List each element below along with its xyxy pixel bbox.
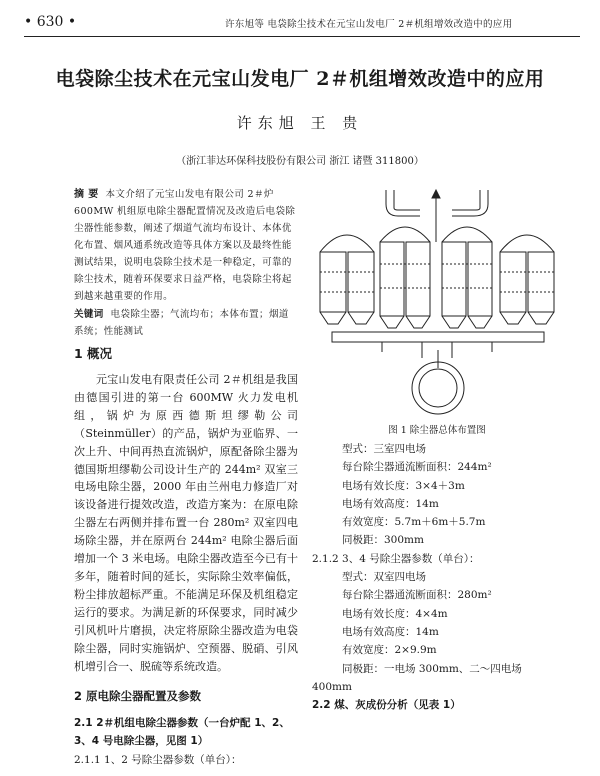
section-1-heading: 1 概况	[74, 346, 113, 361]
precipitator-unit-4	[500, 235, 554, 324]
param-line: 电场有效高度：14m	[342, 497, 439, 510]
page-number: • 630 •	[24, 14, 77, 30]
subsection-2-1-2-heading: 2.1.2 3、4 号除尘器参数（单台）：	[312, 552, 480, 565]
section-1-body	[74, 371, 298, 675]
param-line: 电场有效长度：3×4＋3m	[342, 479, 465, 492]
abstract-text: 本文介绍了元宝山发电有限公司 2＃炉 600MW 机组原电除尘器配置情况及改造后电袋除尘器性能参数，阐述了烟道气流均布设计、本体优化布置、烟风通系统改造等具体方案以及最终性能测试结果，说明电袋除尘技术是一种稳定，可靠的除尘技术，随着环保要求日益严格，电袋除尘将起到越来越重要的作用。	[74, 189, 296, 302]
param-line: 同极距：一电场 300mm、二～四电场	[342, 662, 522, 675]
chimney	[412, 362, 464, 414]
paragraph: 元宝山发电有限责任公司 2＃机组是我国由德国引进的第一台 600MW 火力发电机组，锅炉为原西德斯坦缪勒公司（Steinmüller）的产品，锅炉为亚临界、一次上升、中间再热直流锅炉，原配备除尘器为德国斯坦缪勒公司设计生产的 244m² 双室三电场电除尘器，2000 年由兰州电力修造厂对该设备进行提效改造，改造方案为：在原电除尘器左右两侧并排布置一台 280m² 双室四电场除尘器，并在原两台 244m² 电除尘器后面增加一个 3 米电场。电除尘器改造至今已有十多年，随着时间的延长，实际除尘效率偏低，粉尘排放超标严重。不能满足环保及机组稳定运行的要求。为满足新的环保要求，同时减少引风机叶片磨损，决定将原除尘器改造为电袋除尘器，同时实施锅炉、空预器、脱硝、引风机增引合一、脱硫等系统改造。	[74, 373, 298, 673]
header-rule	[24, 36, 580, 37]
figure-caption: 图 1 除尘器总体布置图	[388, 425, 486, 436]
param-line: 型式：双室四电场	[342, 571, 426, 584]
article-title: 电袋除尘技术在元宝山发电厂 2＃机组增效改造中的应用	[55, 68, 545, 90]
subsection-2-1-1-heading: 2.1.1 1、2 号除尘器参数（单台）：	[74, 754, 242, 766]
affiliation: （浙江菲达环保科技股份有限公司 浙江 诸暨 311800）	[176, 156, 424, 167]
right-column	[312, 440, 582, 714]
param-line: 有效宽度：2×9.9m	[342, 644, 437, 657]
abstract-label: 摘 要	[74, 189, 99, 200]
param-line: 有效宽度：5.7m＋6m＋5.7m	[342, 516, 486, 529]
precipitator-unit-3	[442, 227, 492, 328]
keywords	[74, 306, 296, 340]
section-2-heading: 2 原电除尘器配置及参数	[74, 689, 202, 703]
subsection-2-2-heading: 2.2 煤、灰成份分析（见表 1）	[312, 699, 461, 712]
keywords-text: 电袋除尘器；气流均布；本体布置；烟道系统；性能测试	[74, 309, 289, 337]
param-line: 电场有效高度：14m	[342, 625, 439, 638]
keywords-label: 关键词	[74, 309, 104, 320]
outlet-flues	[332, 332, 544, 368]
param-line: 每台除尘器通流断面积：244m²	[342, 461, 492, 474]
param-line: 电场有效长度：4×4m	[342, 607, 448, 620]
precipitator-unit-1	[320, 235, 374, 324]
authors: 许东旭 王 贵	[236, 114, 364, 132]
param-line: 每台除尘器通流断面积：280m²	[342, 589, 492, 602]
running-title: 许东旭等 电袋除尘技术在元宝山发电厂 2＃机组增效改造中的应用	[225, 19, 513, 30]
param-continuation: 400mm	[312, 680, 352, 693]
inlet-ducts	[386, 190, 488, 242]
abstract	[74, 186, 296, 305]
param-line: 同极距：300mm	[342, 534, 424, 547]
precipitator-unit-2	[380, 227, 430, 328]
subsection-2-1-heading: 2.1 2＃机组电除尘器参数（一台炉配 1、2、3、4 号电除尘器，见图 1）	[74, 717, 290, 747]
param-line: 型式：三室四电场	[342, 443, 426, 455]
precipitator-layout-figure	[312, 182, 562, 417]
